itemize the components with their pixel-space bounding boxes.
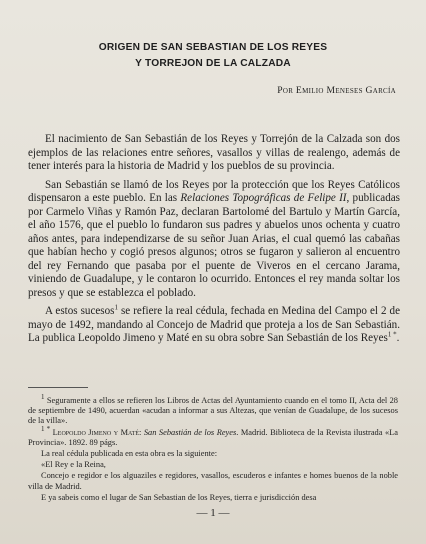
body-paragraph-2 [28,179,400,301]
text-run: se refiere la real cédula, fechada en Medina del Campo el 2 de mayo de 1492, mandando al Concejo de Madrid que proteja a los de San Sebastián. La publica Leopoldo Jimeno y Maté en su obra sobre San Sebastián de los Reyes [28,305,400,344]
note-marker: 1 * [41,424,51,433]
text-run: Concejo e regidor e los alguaziles e regidores, vasallos, escuderos e infantes e homes buenos de la noble villa de Madrid. [28,471,398,491]
note-marker: 1 [41,393,45,402]
text-run: A estos sucesos [45,305,115,317]
text-run: La real cédula publicada en esta obra es la siguiente: [41,449,218,459]
author-name-text: Leopoldo Jimeno y Maté: [50,427,144,437]
footnote-paragraph-4 [28,460,398,470]
note-marker: 1 * [387,330,397,339]
text-run: San Sebastián se llamó de los Reyes por la protección que los Reyes Católicos dispensaron a este pueblo. En las [28,178,400,204]
text-run: . Madrid. Biblioteca de la Revista ilustrada «La Provincia». 1892. 89 págs. [28,427,398,447]
body-paragraph-1 [28,133,400,174]
footnote-paragraph-3 [28,449,398,459]
footnotes [28,393,398,504]
article-body [28,133,400,351]
title-line-2: Y TORREJON DE LA CALZADA [135,58,291,69]
footnote-rule [28,387,88,388]
text-run: «El Rey e la Reina, [41,460,106,470]
italic-text: Relaciones Topográficas de Felipe II [180,192,347,204]
footnote-paragraph-5 [28,471,398,491]
text-run: El nacimiento de San Sebastián de los Reyes y Torrejón de la Calzada son dos ejemplos de las relaciones entre señores, vasallos y villas de realengo, además de tener interés para la historia de Madrid y los pueblos de su provincia. [28,133,400,172]
footnote-paragraph-2 [28,424,398,448]
title-line-1: ORIGEN DE SAN SEBASTIAN DE LOS REYES [98,42,328,53]
footnote-paragraph-1 [28,393,398,427]
text-run: E ya sabeis como el lugar de San Sebastian de los Reyes, tierra e jurisdicción desa [41,492,317,502]
author-byline: Por Emilio Meneses García [277,85,396,96]
page-number: — 1 — [196,507,230,519]
text-run: , publicadas por Carmelo Viñas y Ramón Paz, declaran Bartolomé del Bartulo y Martín García, el año 1576, que el pueblo lo fundaron sus padres y abuelos unos ochenta y cuatro años antes, para independizarse de su señor Juan Arias, el cual quemó las cabañas que habían hecho y cogió presos algunos; otros se fugaron y salieron al encuentro del rey Fernando que pasaba por el puente de Viveros en el cercano Jarama, viniendo de Guadalupe, y le contaron lo ocurrido. Entonces el rey manda soltar los presos y que se establezca el poblado. [28,192,400,299]
text-run: Seguramente a ellos se refieren los Libros de Actas del Ayuntamiento cuando en el tomo II, Acta del 28 de septiembre de 1490, acuerdan «acudan a informar a sus Altezas, que venían de Guadalupe, de los sucesos de la villa». [28,396,398,426]
text-run: . [396,332,400,344]
article-title [0,40,426,72]
footnote-paragraph-6 [28,493,398,503]
body-paragraph-3 [28,305,400,346]
note-marker: 1 [114,303,118,312]
italic-text: San Sebastián de los Reyes [143,427,237,437]
